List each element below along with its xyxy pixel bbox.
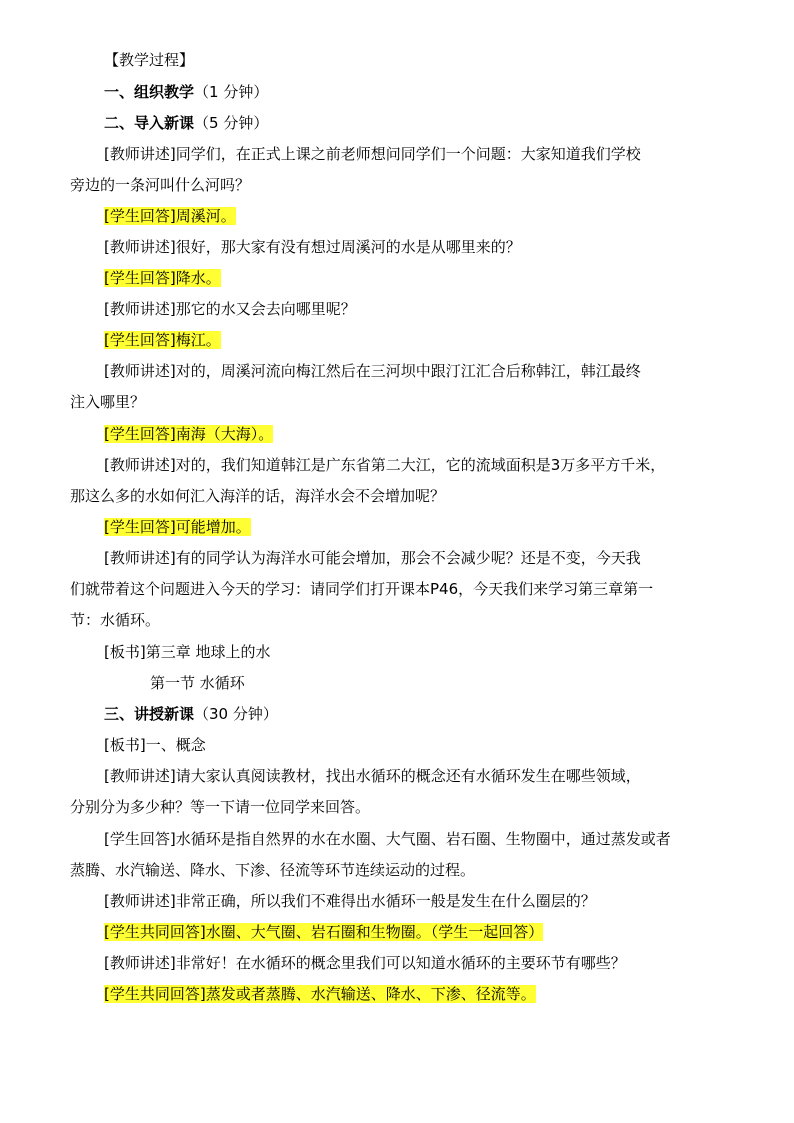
paragraph-line: 那这么多的水如何汇入海洋的话，海洋水会不会增加呢？ [70,487,446,505]
section-introduce-new-lesson [104,113,268,133]
paragraph-line: [教师讲述]很好，那大家有没有想过周溪河的水是从哪里来的？ [104,238,521,256]
highlighted-text: [学生共同回答]蒸发或者蒸腾、水汽输送、降水、下渗、径流等。 [104,985,536,1003]
student-answer-line [104,330,221,350]
paragraph-line: 分别分为多少种？等一下请一位同学来回答。 [70,798,371,816]
student-answer-line [104,922,543,942]
student-answer-line [104,424,273,444]
student-answer-line [104,984,536,1004]
student-answer-line [104,268,221,288]
highlighted-text: [学生共同回答]水圈、大气圈、岩石圈和生物圈。（学生一起回答） [104,923,544,941]
highlighted-text: [学生回答]梅江。 [104,331,221,349]
paragraph-line: 旁边的一条河叫什么河吗？ [70,176,251,194]
student-answer-line [104,206,236,226]
highlighted-text: [学生回答]周溪河。 [104,207,236,225]
section-duration: （1 分钟） [194,83,269,101]
paragraph-line: 注入哪里？ [70,393,146,411]
paragraph-line: 蒸腾、水汽输送、降水、下渗、径流等环节连续运动的过程。 [70,861,476,879]
section-label: 二、导入新课 [104,114,195,132]
blackboard-line: [板书]一、概念 [104,736,206,754]
section-duration: （5 分钟） [194,114,269,132]
highlighted-text: [学生回答]南海（大海）。 [104,425,274,443]
highlighted-text: [学生回答]降水。 [104,269,221,287]
blackboard-line: [板书]第三章 地球上的水 [104,643,271,661]
paragraph-line: [教师讲述]同学们，在正式上课之前老师想问同学们一个问题：大家知道我们学校 [104,145,641,163]
highlighted-text: [学生回答]可能增加。 [104,518,251,536]
section-label: 一、组织教学 [104,83,195,101]
paragraph-line: [教师讲述]对的，我们知道韩江是广东省第二大江，它的流域面积是3万多平方千米， [104,456,666,474]
section-duration: （30 分钟） [194,705,278,723]
paragraph-line: [教师讲述]请大家认真阅读教材，找出水循环的概念还有水循环发生在哪些领域， [104,767,641,785]
paragraph-line: 们就带着这个问题进入今天的学习：请同学们打开课本P46，今天我们来学习第三章第一 [70,580,654,598]
paragraph-line: 节：水循环。 [70,611,161,629]
section-teach-new-lesson [104,704,278,724]
paragraph-line: [教师讲述]对的，周溪河流向梅江然后在三河坝中跟汀江汇合后称韩江，韩江最终 [104,362,641,380]
section-label: 三、讲授新课 [104,705,195,723]
paragraph-line: [教师讲述]非常好！在水循环的概念里我们可以知道水循环的主要环节有哪些？ [104,954,626,972]
student-answer-line [104,517,251,537]
section-organize-teaching [104,82,268,102]
lesson-process-heading: 【教学过程】 [104,51,195,69]
paragraph-line: [教师讲述]那它的水又会去向哪里呢？ [104,300,356,318]
blackboard-line: 第一节 水循环 [150,674,245,692]
paragraph-line: [学生回答]水循环是指自然界的水在水圈、大气圈、岩石圈、生物圈中，通过蒸发或者 [104,830,671,848]
paragraph-line: [教师讲述]有的同学认为海洋水可能会增加，那会不会减少呢？还是不变，今天我 [104,549,641,567]
paragraph-line: [教师讲述]非常正确，所以我们不难得出水循环一般是发生在什么圈层的？ [104,892,596,910]
